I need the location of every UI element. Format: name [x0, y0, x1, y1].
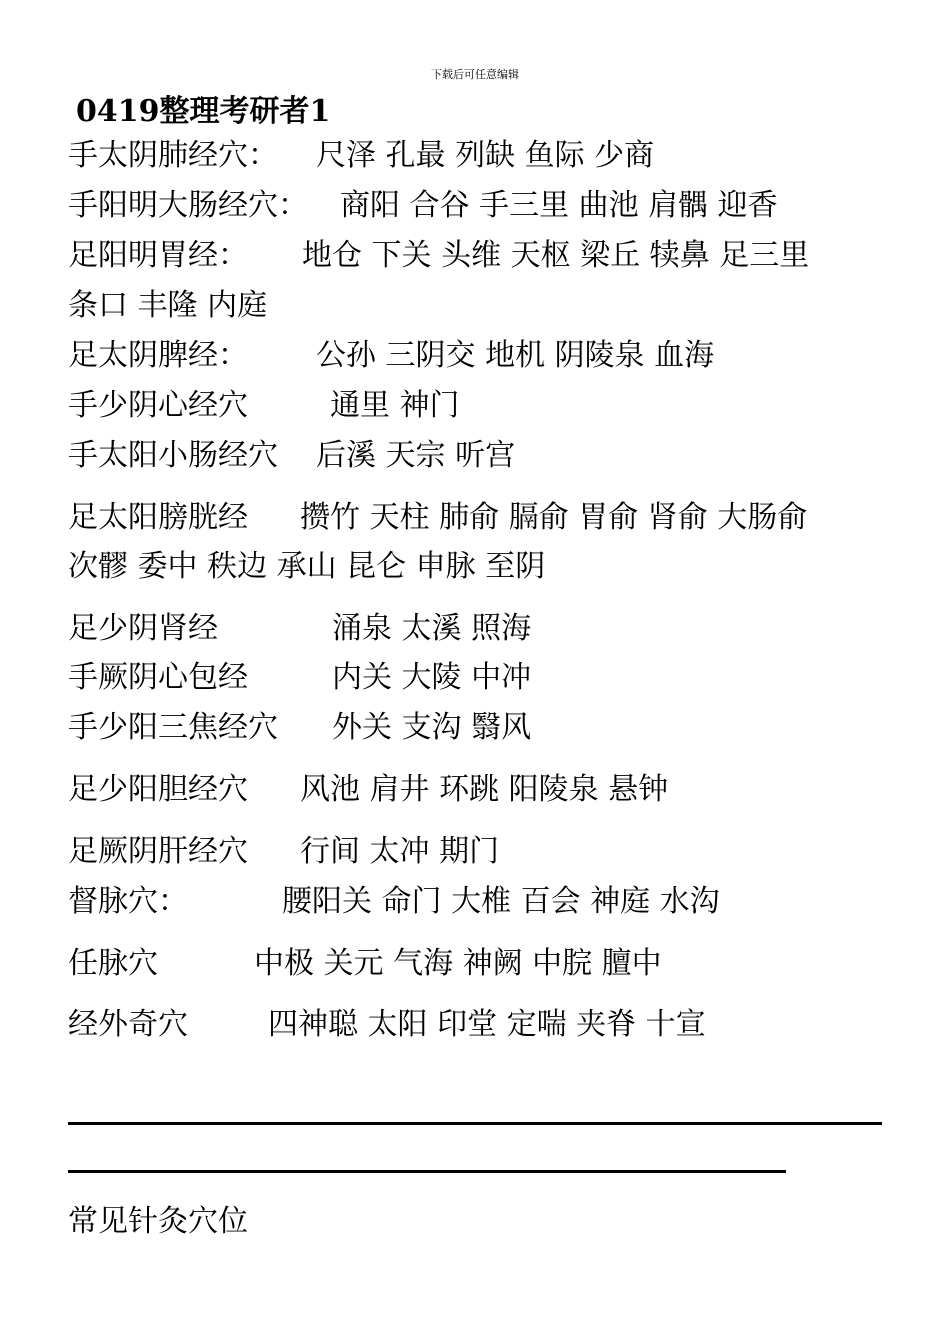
- acupoint-names: 地仓 下关 头维 天枢 梁丘 犊鼻 足三里: [302, 238, 810, 273]
- acupoint-names: 尺泽 孔最 列缺 鱼际 少商: [316, 138, 655, 173]
- meridian-name: 手厥阴心包经: [68, 660, 248, 695]
- meridian-name: 手少阴心经穴: [68, 388, 248, 423]
- meridian-name: 足少阳胆经穴: [68, 772, 248, 807]
- meridian-name: 经外奇穴: [68, 1007, 188, 1042]
- acupoint-names: 腰阳关 命门 大椎 百会 神庭 水沟: [282, 884, 720, 919]
- acupoint-names: 通里 神门: [330, 388, 460, 423]
- meridian-name: 督脉穴：: [68, 884, 188, 919]
- acupoint-names: 风池 肩井 环跳 阳陵泉 悬钟: [300, 772, 669, 807]
- section-heading: 常见针灸穴位: [68, 1204, 248, 1239]
- meridian-name: 手太阴肺经穴：: [68, 138, 278, 173]
- acupoint-names: 内关 大陵 中冲: [332, 660, 532, 695]
- document-title: 0419整理考研者1: [76, 94, 331, 129]
- acupoint-names: 行间 太冲 期门: [300, 834, 500, 869]
- acupoint-names: 攒竹 天柱 肺俞 膈俞 胃俞 肾俞 大肠俞: [300, 500, 808, 535]
- page-header-note: 下载后可任意编辑: [431, 68, 519, 81]
- meridian-name: 足太阳膀胱经: [68, 500, 248, 535]
- meridian-name: 足太阴脾经：: [68, 338, 248, 373]
- acupoint-names: 中极 关元 气海 神阙 中脘 膻中: [254, 946, 662, 981]
- meridian-name: 足厥阴肝经穴: [68, 834, 248, 869]
- acupoint-names: 商阳 合谷 手三里 曲池 肩髃 迎香: [340, 188, 778, 223]
- acupoint-names: 公孙 三阴交 地机 阴陵泉 血海: [316, 338, 715, 373]
- acupoint-names: 后溪 天宗 听宫: [316, 438, 516, 473]
- meridian-name: 足少阴肾经: [68, 611, 218, 646]
- meridian-name: 足阳明胃经：: [68, 238, 248, 273]
- separator-line: [68, 1122, 882, 1125]
- meridian-row-stomach-continued: 条口 丰隆 内庭: [68, 288, 268, 323]
- separator-line: [68, 1170, 786, 1173]
- acupoint-names: 涌泉 太溪 照海: [332, 611, 532, 646]
- acupoint-names: 外关 支沟 翳风: [332, 710, 532, 745]
- meridian-name: 手阳明大肠经穴：: [68, 188, 308, 223]
- meridian-name: 手少阳三焦经穴: [68, 710, 278, 745]
- acupoint-names: 四神聪 太阳 印堂 定喘 夹脊 十宣: [268, 1007, 706, 1042]
- meridian-name: 手太阳小肠经穴: [68, 438, 278, 473]
- meridian-name: 任脉穴: [68, 946, 158, 981]
- meridian-row-bladder-continued: 次髎 委中 秩边 承山 昆仑 申脉 至阴: [68, 549, 546, 584]
